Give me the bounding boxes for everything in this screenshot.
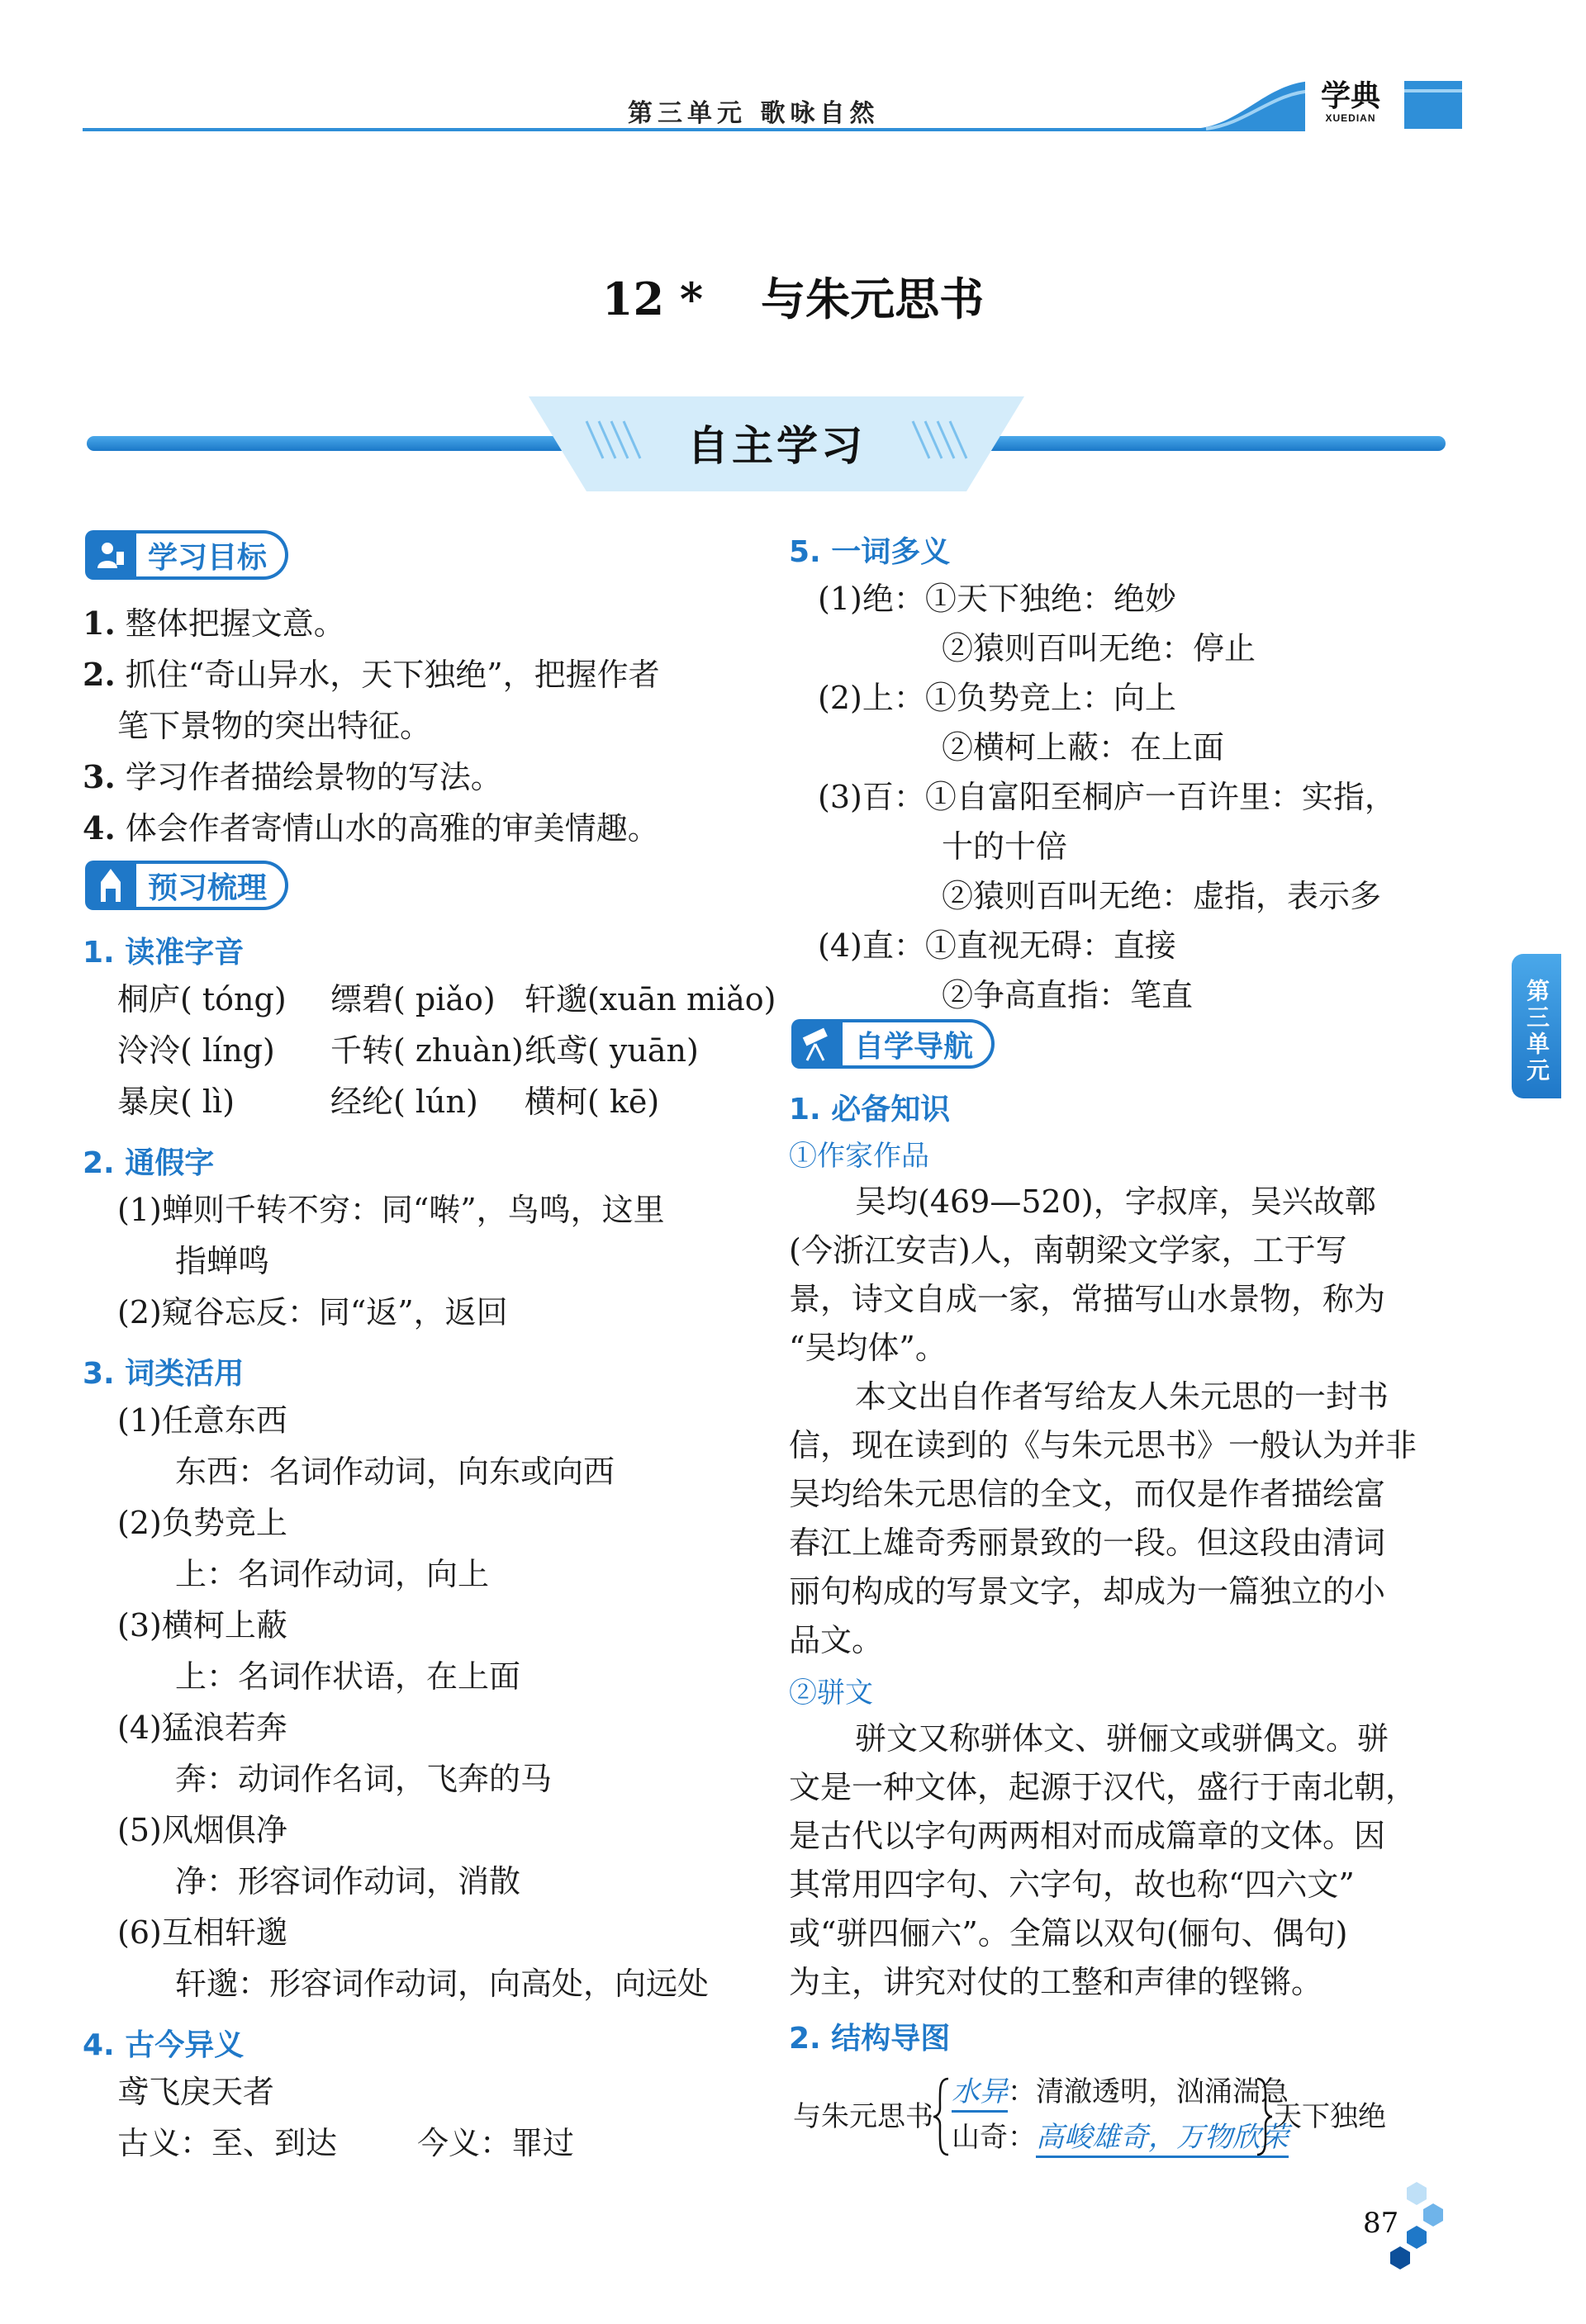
unit-title: 第三单元 歌咏自然 — [628, 99, 880, 128]
gujin-heading: 4. 古今异义 — [83, 2028, 245, 2062]
huoyong-item: (6)互相轩邈 — [117, 1914, 287, 1951]
pianwen-text-line: 为主，讲究对仗的工整和声律的铿锵。 — [789, 1964, 1323, 2000]
diagram-branch-mountain: 山奇：高峻雄奇，万物欣荣 — [952, 2114, 1289, 2155]
brand-name: 学典 — [1320, 78, 1380, 113]
huoyong-explain: 净：形容词作动词，消散 — [175, 1863, 521, 1900]
lesson-number: 12 * — [601, 273, 704, 325]
huoyong-explain: 奔：动词作名词，飞奔的马 — [175, 1761, 553, 1797]
author-text-line: “吴均体”。 — [789, 1330, 947, 1366]
huoyong-item: (5)风烟俱净 — [117, 1812, 287, 1848]
structure-heading: 2. 结构导图 — [789, 2022, 951, 2056]
duoyi-item: (1)绝：①天下独绝：绝妙 — [818, 581, 1176, 617]
huoyong-heading: 3. 词类活用 — [83, 1357, 245, 1391]
lesson-name: 与朱元思书 — [761, 273, 985, 325]
goal-item-cont: 笔下景物的突出特征。 — [117, 708, 432, 744]
unit-side-tab: 第三单元 — [1512, 954, 1561, 1098]
duoyi-item: (2)上：①负势竞上：向上 — [818, 680, 1176, 716]
pron-item: 纸鸢( yuān) — [525, 1032, 699, 1069]
nav-badge — [791, 1017, 995, 1070]
gujin-old-meaning: 古义：至、到达 — [117, 2125, 338, 2161]
pianwen-text-line: 其常用四字句、六字句，故也称“四六文” — [789, 1866, 1355, 1903]
diagram-root: 与朱元思书 — [793, 2100, 933, 2133]
goal-item: 1. 整体把握文意。 — [83, 605, 345, 642]
tongjia-item: (1)蝉则千转不穷：同“啭”，鸟鸣，这里 — [117, 1192, 665, 1228]
brand-name-en: XUEDIAN — [1325, 112, 1376, 124]
author-text-line: 本文出自作者写给友人朱元思的一封书 — [855, 1378, 1389, 1415]
pron-item: 千转( zhuàn) — [330, 1032, 524, 1069]
goals-badge-label: 学习目标 — [136, 530, 288, 580]
huoyong-explain: 轩邈：形容词作动词，向高处，向远处 — [175, 1966, 710, 2002]
goal-item: 3. 学习作者描绘景物的写法。 — [83, 758, 502, 795]
goals-badge — [85, 529, 288, 581]
pianwen-text-line: 文是一种文体，起源于汉代，盛行于南北朝， — [789, 1769, 1417, 1805]
pron-item: 经纶( lún) — [330, 1084, 478, 1120]
author-text-line: 丽句构成的写景文字，却成为一篇独立的小 — [789, 1573, 1386, 1610]
page-number: 87 — [1363, 2207, 1399, 2240]
nav-badge-label: 自学导航 — [843, 1019, 995, 1069]
telescope-icon — [791, 1019, 843, 1069]
goal-item: 2. 抓住“奇山异水，天下独绝”，把握作者 — [83, 656, 660, 693]
diagram-result: 天下独绝 — [1274, 2100, 1386, 2133]
gujin-item: 鸢飞戾天者 — [117, 2074, 275, 2110]
pianwen-text-line: 是古代以字句两两相对而成篇章的文体。因 — [789, 1818, 1386, 1854]
pron-item: 桐庐( tóng) — [117, 981, 287, 1017]
duoyi-item: ②争高直指：笔直 — [942, 977, 1194, 1013]
diagram-brace-left — [932, 2075, 952, 2158]
duoyi-item-cont: 十的十倍 — [942, 828, 1068, 865]
author-text-line: 春江上雄奇秀丽景致的一段。但这段由清词 — [789, 1525, 1386, 1561]
huoyong-item: (2)负势竞上 — [117, 1505, 287, 1541]
preview-badge-label: 预习梳理 — [136, 861, 288, 910]
duoyi-heading: 5. 一词多义 — [789, 535, 951, 569]
pianwen-heading: ②骈文 — [789, 1677, 873, 1710]
diagram-fill-water: 水异 — [952, 2075, 1008, 2113]
lesson-title — [0, 264, 1586, 328]
huoyong-explain: 东西：名词作动词，向东或向西 — [175, 1454, 615, 1490]
duoyi-item: (3)百：①自富阳至桐庐一百许里：实指， — [818, 779, 1396, 815]
duoyi-item: ②猿则百叫无绝：虚指，表示多 — [942, 878, 1382, 914]
hexagon-decoration — [1388, 2180, 1446, 2271]
author-text-line: 品文。 — [789, 1622, 884, 1658]
huoyong-item: (3)横柯上蔽 — [117, 1607, 287, 1643]
author-heading: ①作家作品 — [789, 1140, 929, 1173]
pianwen-text-line: 骈文又称骈体文、骈俪文或骈偶文。骈 — [855, 1720, 1389, 1757]
author-text-line: 景，诗文自成一家，常描写山水景物，称为 — [789, 1281, 1386, 1317]
diagram-fill-mountain: 高峻雄奇，万物欣荣 — [1036, 2121, 1289, 2158]
pron-item: 轩邈(xuān miǎo) — [525, 981, 776, 1017]
student-icon — [85, 530, 136, 580]
diagram-brace-right — [1254, 2075, 1274, 2158]
huoyong-item: (4)猛浪若奔 — [117, 1710, 287, 1746]
brand-logo — [1309, 79, 1392, 124]
gujin-new-meaning: 今义：罪过 — [417, 2125, 575, 2161]
diagram-branch-water: 水异：清澈透明，汹涌湍急 — [952, 2069, 1289, 2109]
tongjia-item-cont: 指蝉鸣 — [175, 1243, 270, 1279]
duoyi-item: ②横柯上蔽：在上面 — [942, 729, 1225, 766]
pianwen-text-line: 或“骈四俪六”。全篇以双句(俪句、偶句) — [789, 1915, 1348, 1952]
duoyi-item: ②猿则百叫无绝：停止 — [942, 630, 1256, 666]
pron-item: 横柯( kē) — [525, 1084, 660, 1120]
tongjia-item: (2)窥谷忘反：同“返”，返回 — [117, 1294, 508, 1330]
huoyong-item: (1)任意东西 — [117, 1402, 287, 1439]
huoyong-explain: 上：名词作状语，在上面 — [175, 1658, 521, 1695]
goal-item: 4. 体会作者寄情山水的高雅的审美情趣。 — [83, 809, 659, 847]
banner-label: 自主学习 — [687, 422, 866, 470]
author-text-line: 信，现在读到的《与朱元思书》一般认为并非 — [789, 1427, 1417, 1463]
pron-item: 缥碧( piǎo) — [330, 981, 496, 1017]
pron-item: 暴戾( lì) — [117, 1084, 235, 1120]
author-text-line: 吴均(469—520)，字叔庠，吴兴故鄣 — [855, 1183, 1376, 1220]
author-text-line: 吴均给朱元思信的全文，而仅是作者描绘富 — [789, 1476, 1386, 1512]
structure-diagram — [793, 2069, 1437, 2160]
pencil-icon — [85, 861, 136, 910]
author-text-line: (今浙江安吉)人，南朝梁文学家，工于写 — [789, 1232, 1347, 1269]
pron-heading: 1. 读准字音 — [83, 936, 245, 970]
tongjia-heading: 2. 通假字 — [83, 1146, 215, 1180]
preview-badge — [85, 859, 288, 912]
pron-item: 泠泠( líng) — [117, 1032, 275, 1069]
huoyong-explain: 上：名词作动词，向上 — [175, 1556, 490, 1592]
knowledge-heading: 1. 必备知识 — [789, 1093, 951, 1126]
duoyi-item: (4)直：①直视无碍：直接 — [818, 927, 1176, 964]
